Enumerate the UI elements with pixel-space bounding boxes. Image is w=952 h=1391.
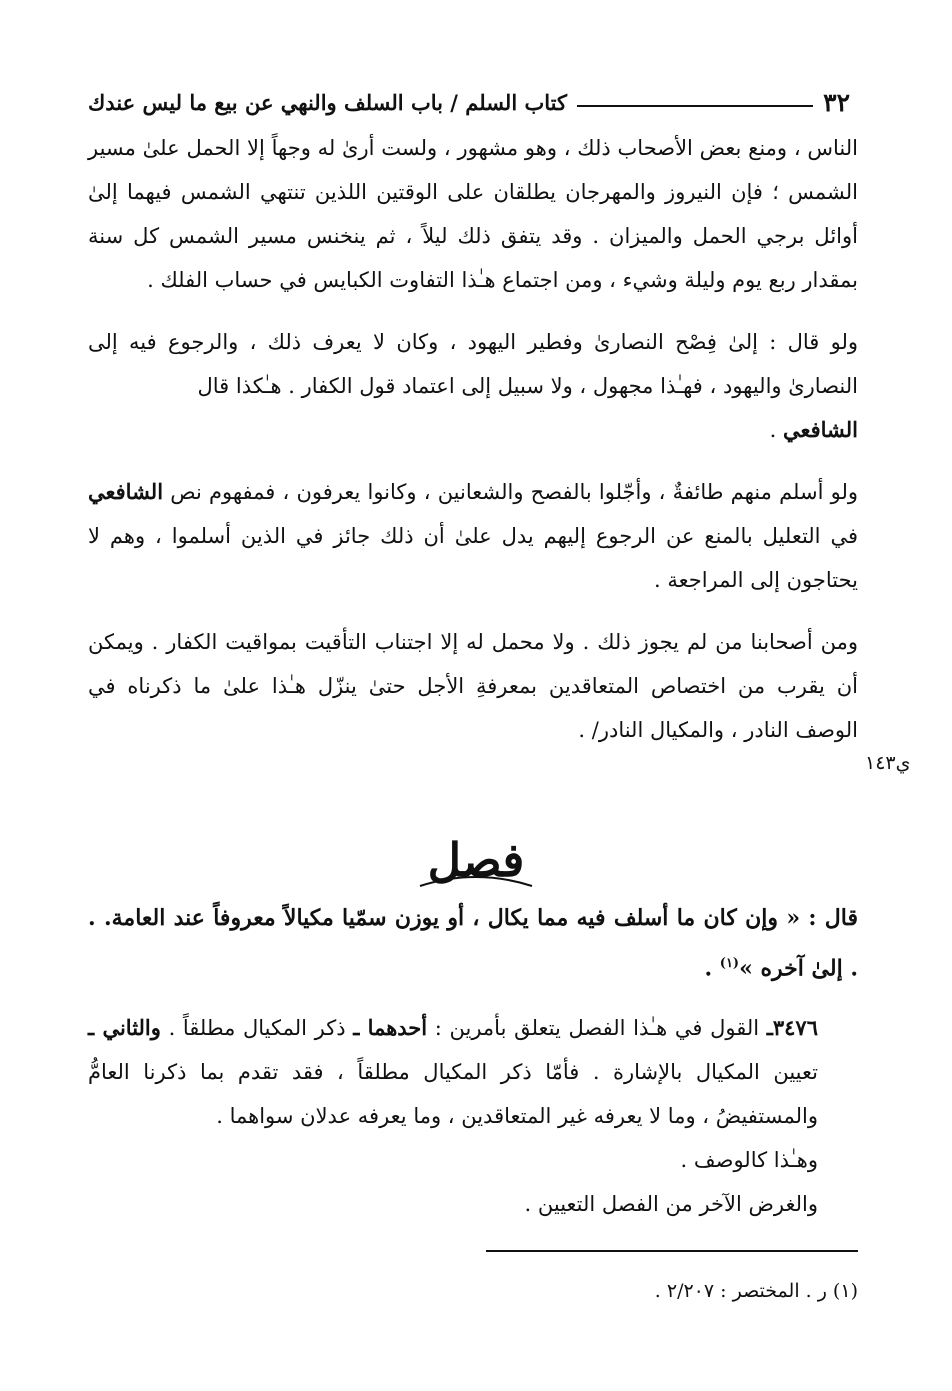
paragraph-2-tail: . [769, 418, 783, 442]
paragraph-4: ومن أصحابنا من لم يجوز ذلك . ولا محمل له إلا اجتناب التأقيت بمواقيت الكفار . ويمكن أن يقرب من اختصاص المتعاقدين بمعرفةِ الأجل حتىٰ ينزّل هـٰذا علىٰ ما ذكرناه في الوصف النادر ، والمكيال النادر/ . [88, 630, 858, 742]
paragraph-number: ٣٤٧٦ـ [766, 1015, 818, 1040]
paragraph-3-text-a: ولو أسلم منهم طائفةٌ ، وأجّلوا بالفصح والشعانين ، وكانوا يعرفون ، فمفهوم نص [163, 480, 858, 504]
paragraph-3476 [88, 1006, 858, 1138]
main-text [88, 126, 858, 752]
paragraph-2 [88, 320, 858, 452]
running-header [88, 84, 850, 120]
paragraph-like-description: وهـٰذا كالوصف . [680, 1148, 818, 1172]
shafii-name: الشافعي [782, 417, 858, 442]
commentary [88, 1006, 858, 1226]
footnote-rule [486, 1250, 858, 1252]
quote-text: قال : « وإن كان ما أسلف فيه مما يكال ، أو يوزن سمّيا مكيالاً معروفاً عند العامة. . . إلىٰ آخره » [88, 905, 858, 982]
quoted-text [88, 896, 858, 991]
footnote: (١) ر . المختصر : ٢/٢٠٧ . [654, 1280, 858, 1302]
paragraph-1: الناس ، ومنع بعض الأصحاب ذلك ، وهو مشهور ، ولست أرىٰ له وجهاً إلا الحمل علىٰ مسير الشمس ؛ فإن النيروز والمهرجان يطلقان على الوقتين اللذين تنتهي الشمس فيهما إلىٰ أوائل برجي الحمل والميزان . وقد يتفق ذلك ليلاً ، ثم ينخنس مسير الشمس كل سنة بمقدار ربع يوم وليلة وشيء ، ومن اجتماع هـٰذا التفاوت الكبايس في حساب الفلك . [88, 136, 858, 292]
margin-page-ref: ي١٤٣ [865, 752, 911, 774]
first-point-label: أحدهما ـ [353, 1015, 428, 1040]
paragraph-3 [88, 470, 858, 602]
paragraph-2-text: ولو قال : إلىٰ فِصْح النصارىٰ وفطير اليهود ، وكان لا يعرف ذلك ، والرجوع فيه إلى النصارىٰ واليهود ، فهـٰذا مجهول ، ولا سبيل إلى اعتماد قول الكفار . هـٰكذا قال [88, 330, 858, 398]
second-point-label: والثاني ـ [88, 1015, 161, 1040]
paragraph-3-text-b: في التعليل بالمنع عن الرجوع إليهم يدل علىٰ أن ذلك جائز في الذين أسلموا ، وهم لا يحتاجون إلى المراجعة . [88, 524, 858, 592]
section-heading-fasl [400, 828, 552, 892]
shafii-name: الشافعي [88, 479, 164, 504]
p3476-text-c: تعيين المكيال بالإشارة . فأمّا ذكر المكيال مطلقاً ، فقد تقدم بما ذكرنا العامُّ والمستفيضُ ، وما لا يعرفه غير المتعاقدين ، وما يعرفه عدلان سواهما . [88, 1060, 818, 1128]
page-number: ٣٢ [823, 87, 850, 117]
p3476-text-a: القول في هـٰذا الفصل يتعلق بأمرين : [427, 1016, 767, 1040]
quote-tail: . [704, 955, 720, 982]
running-title: كتاب السلم / باب السلف والنهي عن بيع ما ليس عندك [88, 89, 567, 115]
header-rule [577, 105, 813, 107]
footnote-ref[interactable]: (١) [719, 956, 740, 971]
p3476-text-b: ذكر المكيال مطلقاً . [160, 1016, 354, 1040]
section-heading-text: فصل [427, 833, 525, 887]
paragraph-other-purpose: والغرض الآخر من الفصل التعيين . [524, 1192, 818, 1216]
